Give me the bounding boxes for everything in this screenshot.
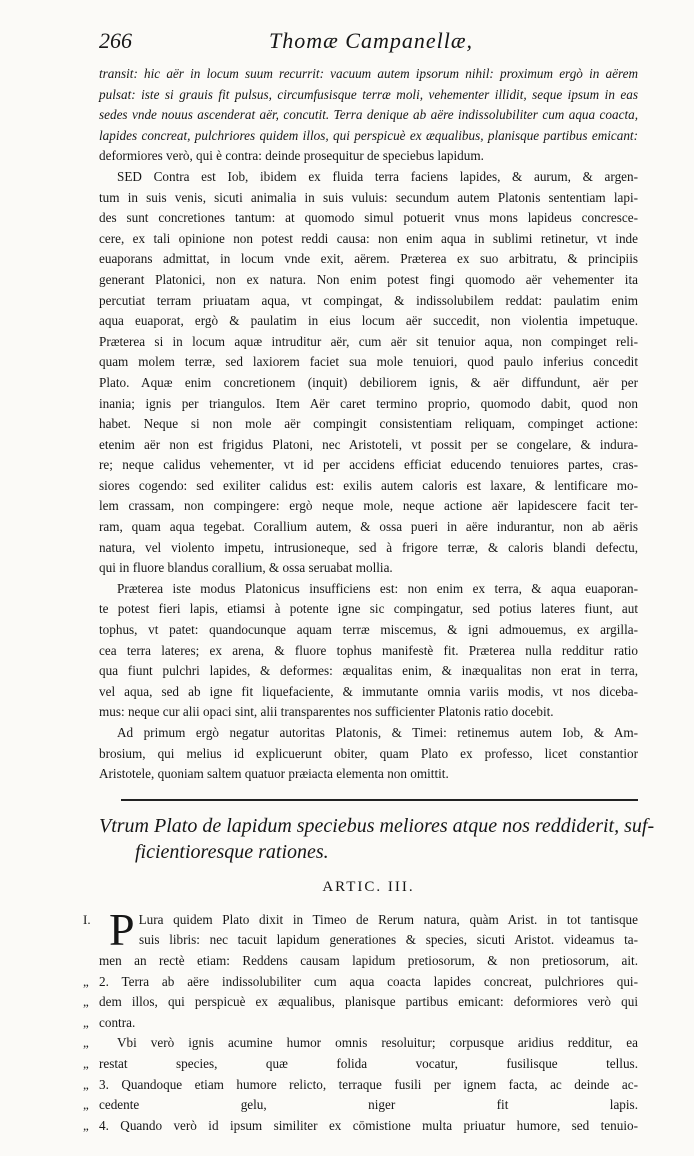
text-line: euaporans admittat, in locum vnde exit, aërem. Præterea ex suo arbitratu, & principiis bbox=[99, 251, 638, 267]
article-text: 3. Quandoque etiam humore relicto, terraque fusili per ignem facta, ac deinde ac- bbox=[99, 1076, 638, 1092]
article-line bbox=[83, 1075, 638, 1096]
article-text: restat species, quæ folida vocatur, fusilisque tellus. bbox=[99, 1055, 638, 1071]
text-line: Præterea si in locum aquæ intruditur aër, cum aër sit tenuior aqua, non compinget reli- bbox=[99, 333, 638, 349]
text-line: ram, quam aqua tegebat. Corallium autem, & ossa pueri in aëre indurantur, non ab aëris bbox=[99, 519, 638, 535]
text-line: Præterea iste modus Platonicus insufficiens est: non enim ex terra, & aqua euaporan- bbox=[117, 580, 638, 596]
article-line bbox=[83, 1095, 638, 1116]
article-text: men an rectè etiam: Reddens causam lapidum pretiosorum, & non pretiosorum, ait. bbox=[99, 952, 638, 968]
text-line: sedes vnde nouus ascenderat aër, concutit. Terra denique ab aëre indissolubiliter cum aqua coacta, bbox=[99, 107, 638, 123]
article-line bbox=[83, 1054, 638, 1075]
text-line: tophus, vt patet: quandocunque aquam terræ miscemus, & igni admouemus, ex argilla- bbox=[99, 622, 638, 638]
text-line: percutiat terram priuatam aqua, vt compingat, & indissolubilem reddat: paulatim enim bbox=[99, 292, 638, 308]
line-marker: „ bbox=[83, 1097, 89, 1113]
text-line: pulsat: iste si grauis fit pulsus, circumfusisque terræ moli, vehementer illidit, seque ipsum in eas bbox=[99, 86, 638, 102]
article-text: contra. bbox=[99, 1014, 136, 1030]
text-line: cere, ex tali opinione non potest reddi causa: non enim aqua in sublimi retinetur, vt inde bbox=[99, 230, 638, 246]
line-marker: „ bbox=[83, 1035, 89, 1051]
text-line: brosium, qui melius id explicuerunt obiter, quam Plato ex professo, licet constantior bbox=[99, 745, 638, 761]
article-text: Vbi verò ignis acumine humor omnis resoluitur; corpusque aridius redditur, ea bbox=[117, 1035, 638, 1051]
text-line: quam molem terræ, sed laxiorem faciet sua mole tenuiori, quod paulo inferius concedit bbox=[99, 354, 638, 370]
text-line: lem crassam, non compingere: ergò neque mole, neque actione aër lapidescere facit ter- bbox=[99, 498, 638, 514]
text-line: qua fiunt pulchri lapides, & deformes: æqualitas enim, & inæqualitas non erat in terra, bbox=[99, 663, 638, 679]
article-text: cedente gelu, niger fit lapis. bbox=[99, 1097, 638, 1113]
line-marker: „ bbox=[83, 1055, 89, 1071]
article-text: 2. Terra ab aëre indissolubiliter cum aqua coacta lapides concreat, pulchriores qui- bbox=[99, 973, 638, 989]
page-number: 266 bbox=[99, 28, 132, 53]
text-line: Aristotele, quoniam saltem quatuor præiacta elementa non omittit. bbox=[99, 766, 449, 782]
intro-block bbox=[99, 64, 638, 167]
article-text: suis libris: nec tacuit lapidum generationes & species, sicuti Aristot. videamus ta- bbox=[139, 932, 638, 948]
text-line: lapides concreat, pulchriores quidem illos, qui perspicuè ex æqualibus, planisque partibus emicant: bbox=[99, 127, 638, 143]
line-marker: „ bbox=[83, 1117, 89, 1133]
heading-line: Vtrum Plato de lapidum speciebus meliores atque nos reddiderit, suf- bbox=[99, 814, 655, 837]
article-text: dem illos, qui perspicuè ex æqualibus, planisque partibus emicant: deformiores verò qui bbox=[99, 994, 638, 1010]
text-line: aqua euaporat, ergò & paulatim in eius locum aër succedit, non violentia impetuque. bbox=[99, 313, 638, 329]
article-line bbox=[83, 972, 638, 993]
article-line bbox=[99, 930, 638, 951]
text-line: Plato. Aquæ enim concretionem (inquit) debiliorem ignis, & aër diffundunt, aër per bbox=[99, 374, 638, 390]
section-divider bbox=[121, 799, 638, 801]
running-head: Thomæ Campanellæ, bbox=[269, 28, 474, 53]
text-line: etenim aër non est frigidus Platoni, nec Aristoteli, vt possit per se congelare, & indura- bbox=[99, 436, 638, 452]
text-line: habet. Neque si non mole aër compingit consistentiam reliquam, compinget actione: bbox=[99, 416, 638, 432]
text-line: siores cogendo: sed exiliter calidus est: exilis autem caloris est laxare, & lentificare mo- bbox=[99, 477, 638, 493]
text-line: mus: neque cur alii opaci sint, alii transparentes nos sufficienter Platonis ratio docebit. bbox=[99, 704, 554, 720]
text-line: generant Platonici, non ex natura. Non enim potest fingi quomodo aër vehementer ita bbox=[99, 271, 638, 287]
text-line: vel aqua, sed ab igne fit liquefaciente, & immutante omnia variis modis, vt nos diceba- bbox=[99, 683, 638, 699]
line-marker: „ bbox=[83, 1076, 89, 1092]
article-text: Lura quidem Plato dixit in Timeo de Rerum natura, quàm Arist. in tot tantisque bbox=[138, 911, 638, 927]
line-marker: „ bbox=[83, 1014, 89, 1030]
text-line: Ad primum ergò negatur autoritas Platonis, & Timei: retinemus autem Iob, & Am- bbox=[117, 725, 638, 740]
article-line bbox=[99, 951, 638, 972]
text-line: re; neque calidus vehementer, vt id per accidens efficiat educendo tenuiores partes, cras- bbox=[99, 457, 638, 473]
paragraph-praeterea bbox=[99, 579, 638, 723]
text-line: deformiores verò, qui è contra: deinde prosequitur de speciebus lapidum. bbox=[99, 148, 484, 164]
article-line bbox=[83, 1013, 638, 1034]
text-line: SED Contra est Iob, ibidem ex fluida terra faciens lapides, & aurum, & argen- bbox=[117, 168, 638, 184]
text-line: inania; ignis per triangulos. Item Aër caret termino proprio, quomodo dabit, quod non bbox=[99, 395, 638, 411]
article-text: 4. Quando verò id ipsum similiter ex cōmistione multa priuatur humore, sed tenuio- bbox=[99, 1117, 638, 1133]
text-line: cea terra lateres; ex arena, & fluore tophus manifestè fit. Præterea nulla redditur ratio bbox=[99, 642, 638, 658]
text-line: te potest fieri lapis, etiamsi à potente igne sic compingatur, sed potius lateres fiunt, aut bbox=[99, 601, 638, 617]
line-marker: I. bbox=[83, 911, 91, 927]
paragraph-sed-contra bbox=[99, 167, 638, 579]
drop-cap: P bbox=[109, 903, 135, 955]
article-label: ARTIC. III. bbox=[322, 878, 415, 895]
text-line: tum in suis venis, sicuti animalia in suis vuluis: secundum autem Platonis sententiam lapi- bbox=[99, 189, 638, 205]
line-marker: „ bbox=[83, 994, 89, 1010]
paragraph-ad-primum bbox=[99, 723, 638, 785]
text-line: qui in fluore blandus corallium, & ossa seruabat mollia. bbox=[99, 560, 393, 576]
text-line: transit: hic aër in locum suum recurrit: vacuum autem ipsorum nihil: proximum ergò in aërem bbox=[99, 66, 638, 81]
text-line: natura, vel violento impetu, intrusioneque, sed à frigore terræ, & caloris blandi defectu, bbox=[99, 539, 638, 555]
section-heading bbox=[99, 813, 655, 865]
article-line bbox=[83, 992, 638, 1013]
article-line bbox=[83, 1116, 638, 1137]
heading-line: ficientioresque rationes. bbox=[135, 840, 329, 863]
article-body bbox=[83, 903, 638, 1137]
article-line bbox=[83, 1033, 638, 1054]
page-header bbox=[99, 28, 638, 64]
line-marker: „ bbox=[83, 973, 89, 989]
text-line: des sunt concretiones tantum: at quomodo simul potuerit vnus mons lapideus concresce- bbox=[99, 210, 638, 226]
